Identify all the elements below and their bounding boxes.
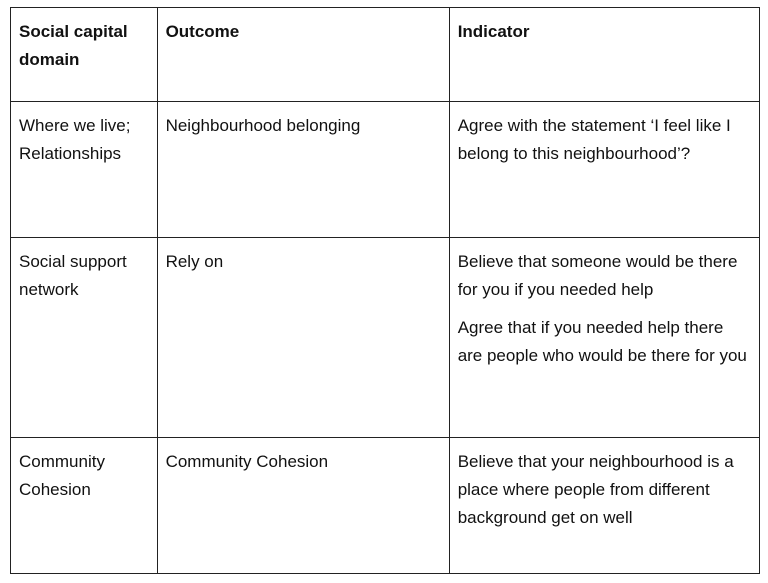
cell-domain: Social support network <box>11 238 158 438</box>
table-header-row <box>11 8 760 102</box>
social-capital-table <box>10 7 760 574</box>
indicator-text: Agree that if you needed help there are people who would be there for you <box>457 318 747 365</box>
cell-domain: Community Cohesion <box>11 438 158 574</box>
table-row <box>11 238 760 438</box>
indicator-text: Believe that someone would be there for you if you needed help <box>457 252 738 299</box>
table-row <box>11 102 760 238</box>
cell-outcome: Community Cohesion <box>157 438 449 574</box>
indicator-text: Agree with the statement ‘I feel like I belong to this neighbourhood’? <box>457 116 731 163</box>
cell-indicator <box>449 238 759 438</box>
indicator-text: Believe that your neighbourhood is a place where people from different background get on well <box>457 452 734 527</box>
cell-domain: Where we live; Relationships <box>11 102 158 238</box>
table-row <box>11 438 760 574</box>
cell-indicator <box>449 438 759 574</box>
cell-outcome: Neighbourhood belonging <box>157 102 449 238</box>
cell-indicator <box>449 102 759 238</box>
header-indicator: Indicator <box>449 8 759 102</box>
cell-outcome: Rely on <box>157 238 449 438</box>
header-domain: Social capital domain <box>11 8 158 102</box>
header-outcome: Outcome <box>157 8 449 102</box>
